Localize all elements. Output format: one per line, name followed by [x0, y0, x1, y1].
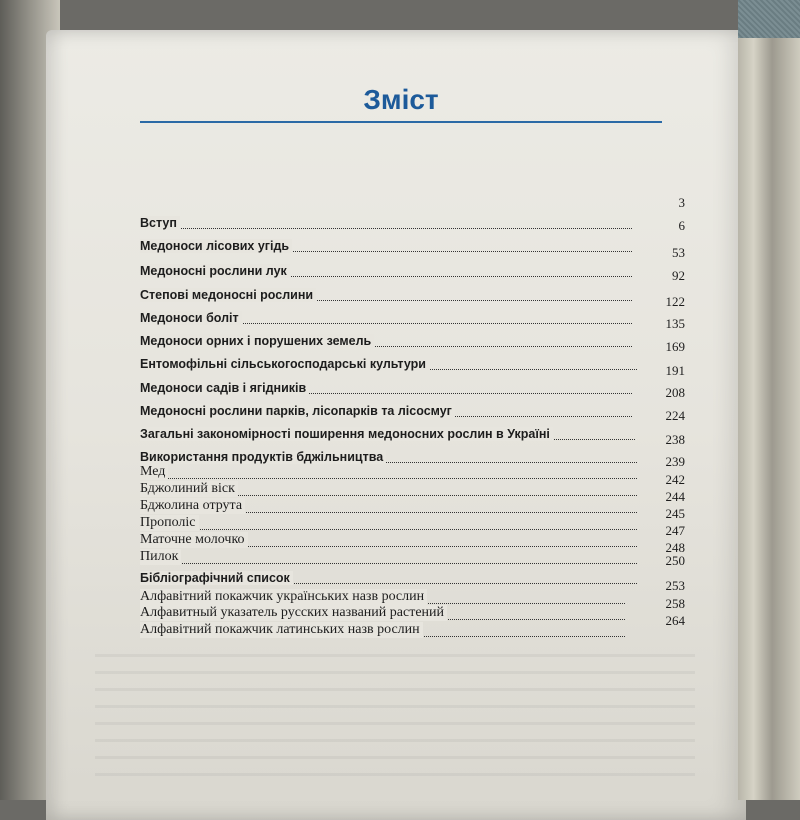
book-spine	[738, 0, 800, 800]
toc-entry	[140, 618, 625, 638]
toc-entry-title: Алфавітний покажчик латинських назв рослин	[140, 622, 423, 638]
toc-page-number: 208	[665, 385, 685, 400]
page-title: Зміст	[363, 84, 439, 115]
toc-entry-title: Бджолина отрута	[140, 498, 245, 514]
toc-entry-title: Медоноси боліт	[140, 311, 242, 325]
toc-page-number: 92	[672, 268, 685, 283]
toc-page-number: 244	[665, 489, 685, 504]
toc-entry-title: Бібліографічний список	[140, 571, 293, 585]
toc-entry-title: Прополіс	[140, 515, 199, 531]
toc-page-number: 242	[665, 472, 685, 487]
toc-page-number: 3	[678, 195, 685, 210]
toc-entry-title: Пилок	[140, 549, 181, 565]
book-cover-cloth	[738, 0, 800, 38]
toc-page-number: 191	[665, 363, 685, 378]
toc-entry-title: Медоносні рослини лук	[140, 264, 290, 278]
toc-entry	[140, 421, 635, 441]
toc-page-number: 253	[665, 578, 685, 593]
show-through-text	[95, 640, 695, 790]
toc-page-number: 250	[665, 553, 685, 568]
toc-page-number: 247	[665, 523, 685, 538]
toc-page-number: 245	[665, 506, 685, 521]
toc-page-number: 264	[665, 613, 685, 628]
title-rule	[140, 121, 662, 123]
toc-page-number: 135	[665, 316, 685, 331]
toc-entry	[140, 210, 632, 230]
toc-entry	[140, 258, 632, 278]
toc-leader-dots	[140, 563, 637, 564]
toc-page-number: 122	[665, 294, 685, 309]
toc-entry-title: Медоноси садів і ягідників	[140, 381, 309, 395]
toc-entry-title: Степові медоносні рослини	[140, 288, 316, 302]
toc-entry	[140, 351, 637, 371]
toc-entry	[140, 282, 632, 302]
toc-entry-title: Бджолиний віск	[140, 481, 238, 497]
toc-entry	[140, 233, 632, 253]
toc-entry-title: Медоноси орних і порушених земель	[140, 334, 374, 348]
toc-entry	[140, 545, 637, 565]
toc-entry-title: Медоносні рослини парків, лісопарків та лісосмуг	[140, 404, 455, 418]
toc-leader-dots	[140, 228, 632, 229]
toc-entry-title: Маточне молочко	[140, 532, 248, 548]
toc-entry	[140, 565, 637, 585]
toc-page-number: 224	[665, 408, 685, 423]
toc-entry-title: Алфавітний покажчик українських назв рослин	[140, 589, 427, 605]
toc-page-number: 53	[672, 245, 685, 260]
toc-page-number: 238	[665, 432, 685, 447]
toc-entry	[140, 328, 632, 348]
toc-page-number: 258	[665, 596, 685, 611]
toc-entry	[140, 398, 632, 418]
toc-entry-title: Мед	[140, 464, 168, 480]
toc-page-number: 239	[665, 454, 685, 469]
toc-page-number: 169	[665, 339, 685, 354]
toc-entry-title: Алфавитный указатель русских названий растений	[140, 605, 447, 621]
toc-entry-title: Використання продуктів бджільництва	[140, 450, 386, 464]
toc-entry-title: Медоноси лісових угідь	[140, 239, 292, 253]
toc-entry-title: Вступ	[140, 216, 180, 230]
toc-page-number: 248	[665, 540, 685, 555]
toc-entry-title: Загальні закономірності поширення медоносних рослин в Україні	[140, 427, 553, 441]
toc-entry	[140, 375, 632, 395]
toc-entry	[140, 305, 632, 325]
toc-page-number: 6	[678, 218, 685, 233]
toc-entry-title: Ентомофільні сільськогосподарські культури	[140, 357, 429, 371]
